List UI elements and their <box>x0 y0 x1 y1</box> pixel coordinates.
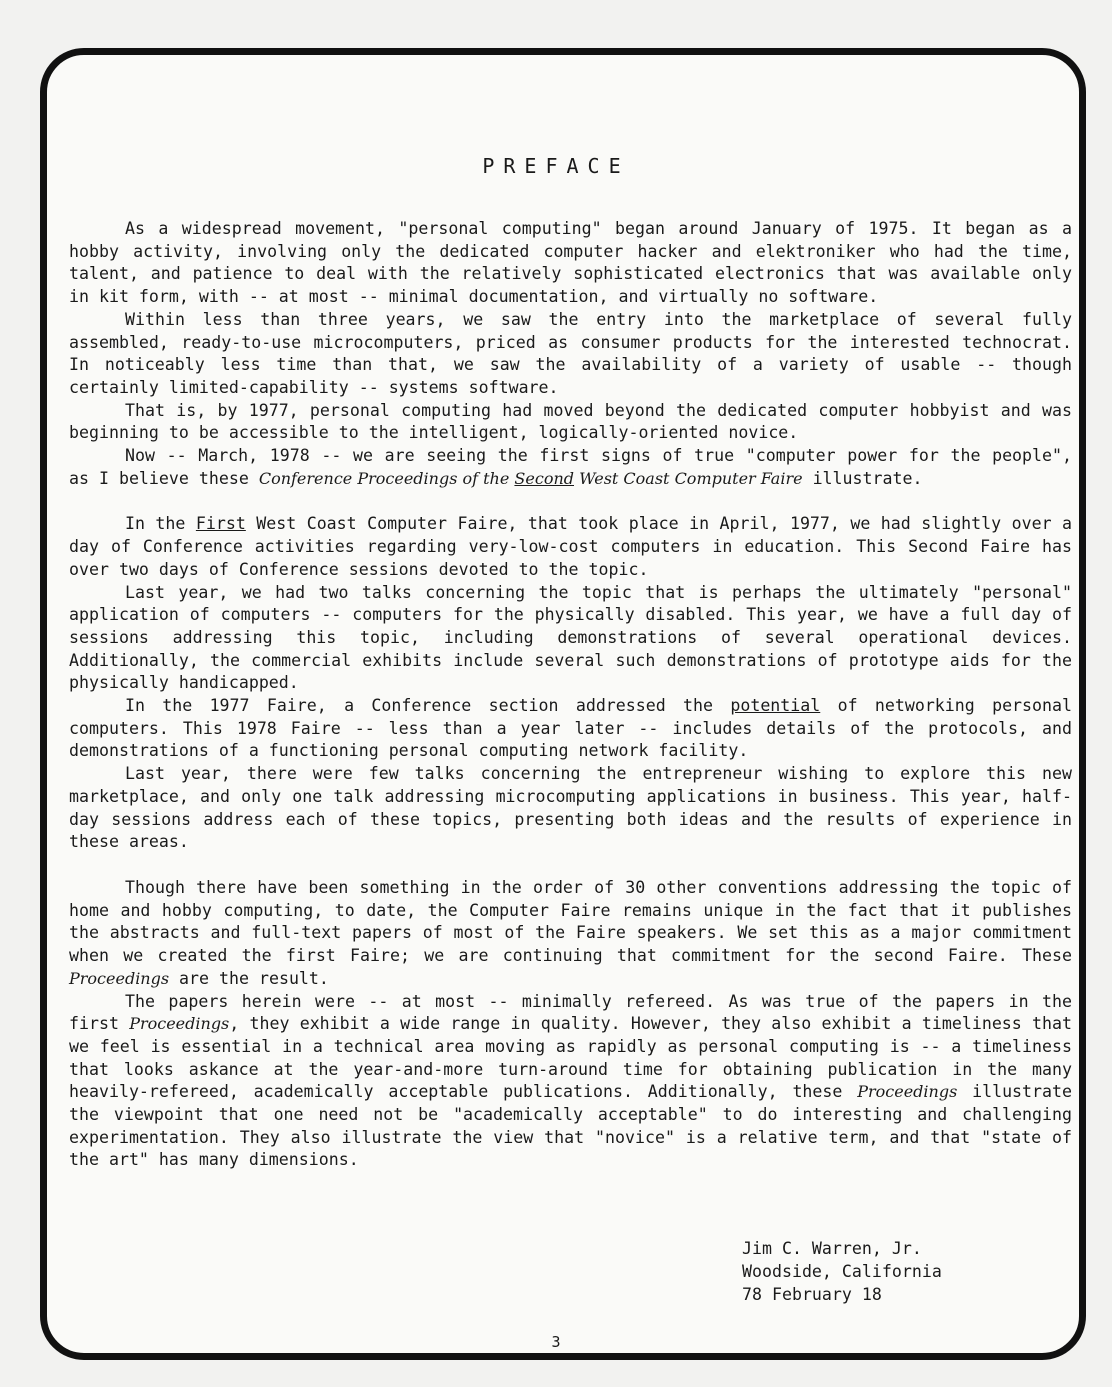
paragraph-text: potential <box>730 696 821 716</box>
signature-block <box>742 1237 942 1306</box>
paragraph <box>69 445 1072 490</box>
signature-name: Jim C. Warren, Jr. <box>742 1239 922 1258</box>
paragraph-text: Though there have been something in the order of 30 other conventions addressing the topic of home and hobby computing, to date, the Computer Faire remains unique in the fact that it publishes the abstracts and full-text papers of most of the Faire speakers. We set this as a major commitment when we created the first Faire; we are continuing that commitment for the second Faire. These <box>69 877 1072 966</box>
paragraph-text: , they exhibit a wide range in quality. However, they also exhibit a timeliness that we feel is essential in a technical area moving as rapidly as personal computing is -- a timeliness that looks askance at the year-and-more turn-around time for obtaining publication in the many heavily-refereed, academically acceptable publications. Additionally, these <box>69 1014 1072 1102</box>
paragraph-text: West Coast Computer Faire, that took place in April, 1977, we had slightly over a day of Conference activities regarding very-low-cost computers in education. This Second Faire has over two days of Conference sessions devoted to the topic. <box>69 514 1073 579</box>
signature-place: Woodside, California <box>742 1262 942 1281</box>
paragraph <box>69 991 1072 1173</box>
paragraph-text: Proceedings <box>129 1014 230 1034</box>
paragraph-text: The papers herein were -- at most -- minimally refereed. As was true of the papers in the first <box>69 991 1072 1034</box>
preface-body <box>69 218 1072 1172</box>
paragraph-text: illustrate. <box>802 468 923 488</box>
paragraph-text: In the <box>125 514 196 534</box>
paragraph-text: Proceedings <box>857 1082 958 1102</box>
paragraph-text: That is, by 1977, personal computing had moved beyond the dedicated computer hobbyist and was beginning to be accessible to the intelligent, logically-oriented novice. <box>69 400 1072 443</box>
paragraph <box>69 763 1072 854</box>
page-number: 3 <box>551 1333 561 1351</box>
paragraph-text: Now -- March, 1978 -- we are seeing the first signs of true "computer power for the people", as I believe these <box>69 446 1072 488</box>
paragraph <box>69 695 1072 763</box>
signature-date: 78 February 18 <box>742 1285 882 1304</box>
paragraph-text: First <box>195 514 246 534</box>
paragraph-text: Last year, we had two talks concerning the topic that is perhaps the ultimately "personal" application of computers -- computers for the physically disabled. This year, we have a full day of sessions addressing this topic, including demonstrations of several operational devices. Additionally, the commercial exhibits include several such demonstrations of prototype aids for the physically handicapped. <box>69 582 1072 693</box>
paragraph <box>69 513 1072 581</box>
page-title: PREFACE <box>482 154 630 178</box>
paragraph-text: As a widespread movement, "personal computing" began around January of 1975. It began as a hobby activity, involving only the dedicated computer hacker and elektroniker who had the time, talent, and patience to deal with the relatively sophisticated electronics that was available only in kit form, with -- at most -- minimal documentation, and virtually no software. <box>69 219 1072 307</box>
paragraph <box>69 400 1072 445</box>
paragraph-text: of networking personal computers. This 1978 Faire -- less than a year later -- includes details of the protocols, and demonstrations of a functioning personal computing network facility. <box>69 696 1072 761</box>
paragraph-text: Within less than three years, we saw the entry into the marketplace of several fully assembled, ready-to-use microcomputers, priced as consumer products for the interested technocrat. In noticeably less time than that, we saw the availability of a variety of usable -- though certainly limited-capability -- systems software. <box>69 309 1072 397</box>
paragraph <box>69 877 1072 991</box>
paragraph-text: Conference Proceedings of the <box>258 468 515 488</box>
paragraph-text: Last year, there were few talks concerning the entrepreneur wishing to explore this new marketplace, and only one talk addressing microcomputing applications in business. This year, half-day sessions address each of these topics, presenting both ideas and the results of experience in these areas. <box>69 764 1072 852</box>
paragraph <box>69 218 1072 309</box>
paragraph-text: Proceedings <box>69 968 170 988</box>
paragraph-text: West Coast Computer Faire <box>574 468 803 488</box>
paragraph-text: are the result. <box>169 968 329 988</box>
paragraph-text: illustrate the viewpoint that one need not be "academically acceptable" to do interesting and challenging experimentation. They also illustrate the view that "novice" is a relative term, and that "state of the art" has many dimensions. <box>69 1082 1072 1170</box>
paragraph-text: In the 1977 Faire, a Conference section addressed the <box>125 696 731 716</box>
paragraph <box>69 582 1072 696</box>
paragraph <box>69 309 1072 400</box>
paragraph-text: Second <box>514 468 574 488</box>
